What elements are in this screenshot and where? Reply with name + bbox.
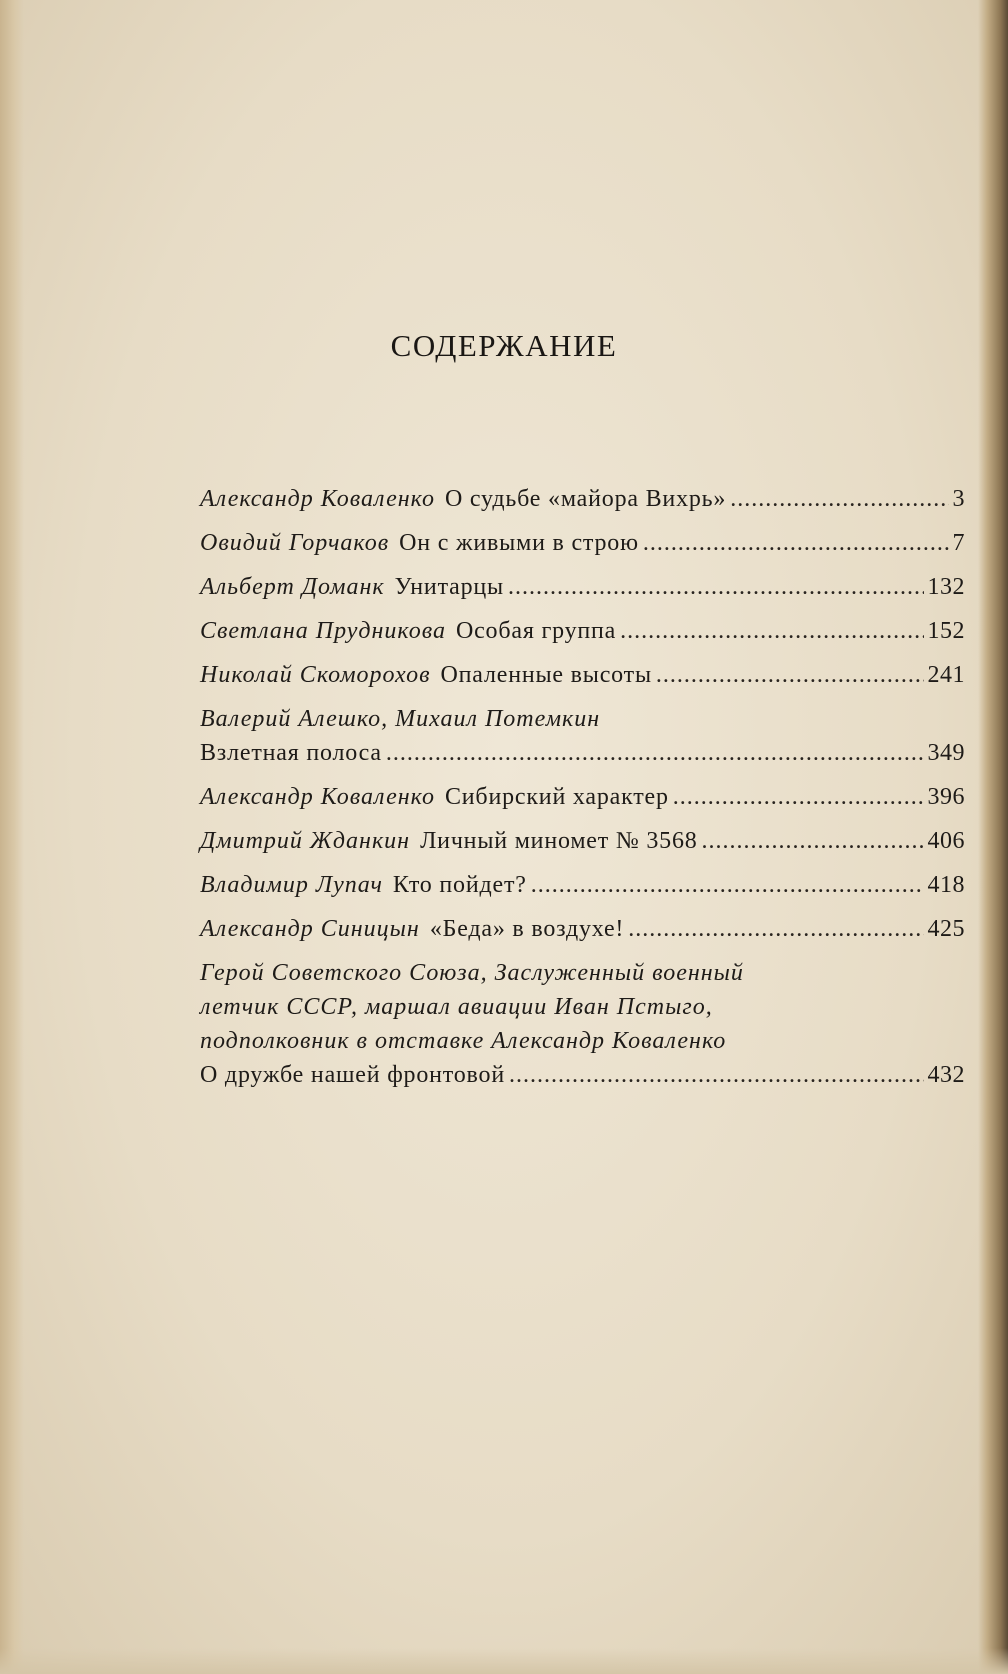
toc-title: Взлетная полоса xyxy=(200,740,382,766)
toc-author-line: летчик СССР, маршал авиации Иван Пстыго, xyxy=(200,994,713,1020)
leader-dots xyxy=(656,658,924,692)
toc-page-number: 132 xyxy=(927,574,965,600)
leader-dots xyxy=(730,482,948,516)
toc-page-number: 432 xyxy=(927,1062,965,1088)
page-bottom-edge xyxy=(0,1648,1008,1674)
page-title: СОДЕРЖАНИЕ xyxy=(390,328,618,363)
toc-title: «Беда» в воздухе! xyxy=(429,916,625,942)
toc-author: Александр Синицын xyxy=(200,916,420,942)
leader-dots xyxy=(673,780,924,814)
toc-author: Овидий Горчаков xyxy=(200,530,390,556)
toc-entry xyxy=(200,702,965,770)
leader-dots xyxy=(702,824,924,858)
toc-page-number: 406 xyxy=(927,828,965,854)
leader-dots xyxy=(509,1058,924,1092)
toc-title: Сибирский характер xyxy=(444,784,669,810)
toc-page-number: 152 xyxy=(927,618,965,644)
toc-page-number: 396 xyxy=(927,784,965,810)
toc-title: О дружбе нашей фронтовой xyxy=(200,1062,505,1088)
leader-dots xyxy=(620,614,923,648)
toc-page-number: 418 xyxy=(927,872,965,898)
leader-dots xyxy=(628,912,923,946)
page-left-edge-shadow xyxy=(0,0,24,1674)
toc-author-line: подполковник в отставке Александр Коваленко xyxy=(200,1028,727,1054)
toc-entry xyxy=(200,526,965,560)
toc-author: Светлана Прудникова xyxy=(200,618,446,644)
toc-title: Особая группа xyxy=(455,618,617,644)
toc-entry xyxy=(200,956,965,1092)
toc-entry xyxy=(200,824,965,858)
toc-entry xyxy=(200,780,965,814)
toc-entry xyxy=(200,658,965,692)
toc-entry xyxy=(200,614,965,648)
toc-author: Валерий Алешко, Михаил Потемкин xyxy=(200,706,601,732)
toc-author: Владимир Лупач xyxy=(200,872,383,898)
toc-title: Личный миномет № 3568 xyxy=(420,828,698,854)
toc-page-number: 241 xyxy=(927,662,965,688)
toc-author-line: Герой Советского Союза, Заслуженный военный xyxy=(200,960,744,986)
toc-author: Александр Коваленко xyxy=(200,486,435,512)
toc-entry xyxy=(200,868,965,902)
toc-page-number: 7 xyxy=(952,530,965,556)
toc-title: Кто пойдет? xyxy=(392,872,527,898)
page-right-edge-shadow xyxy=(978,0,1008,1674)
table-of-contents xyxy=(200,482,965,1102)
toc-title: Он с живыми в строю xyxy=(399,530,639,556)
toc-author: Николай Скоморохов xyxy=(200,662,431,688)
toc-page-number: 425 xyxy=(927,916,965,942)
toc-entry xyxy=(200,482,965,516)
toc-entry xyxy=(200,912,965,946)
toc-page-number: 349 xyxy=(927,740,965,766)
leader-dots xyxy=(386,736,924,770)
leader-dots xyxy=(508,570,924,604)
toc-author: Альберт Доманк xyxy=(200,574,385,600)
toc-title: О судьбе «майора Вихрь» xyxy=(444,486,727,512)
leader-dots xyxy=(643,526,949,560)
leader-dots xyxy=(531,868,924,902)
toc-title: Опаленные высоты xyxy=(440,662,652,688)
toc-author: Александр Коваленко xyxy=(200,784,435,810)
toc-entry xyxy=(200,570,965,604)
toc-author: Дмитрий Жданкин xyxy=(200,828,411,854)
toc-title: Унитарцы xyxy=(394,574,504,600)
toc-page-number: 3 xyxy=(952,486,965,512)
